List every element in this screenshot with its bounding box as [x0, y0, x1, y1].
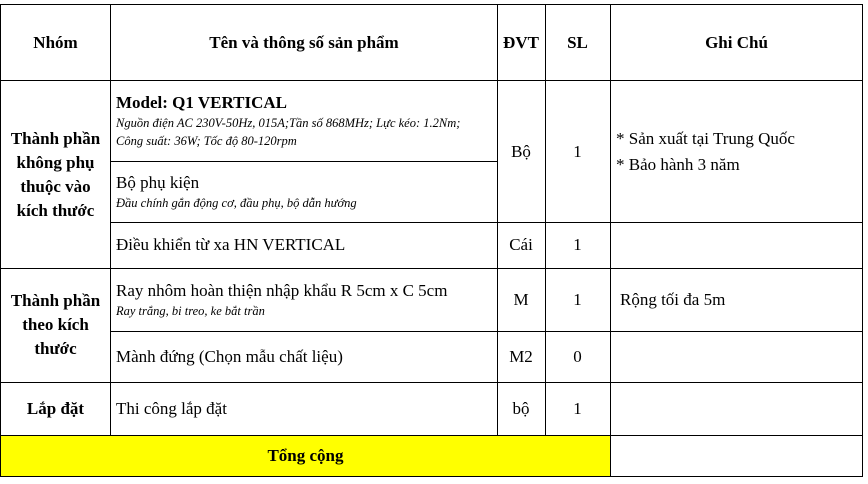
unit-value: bộ — [512, 399, 530, 418]
qty-cell — [545, 268, 610, 331]
product-name: Mành đứng (Chọn mẫu chất liệu) — [116, 346, 343, 366]
grid-line — [545, 4, 546, 436]
grid-line — [862, 4, 863, 477]
header-group-label: Nhóm — [33, 32, 78, 52]
product-accessories — [111, 161, 497, 222]
unit-cell — [497, 222, 545, 268]
header-unit-label: ĐVT — [503, 32, 539, 52]
grid-line — [497, 4, 498, 436]
unit-value: Cái — [509, 235, 533, 254]
qty-value: 1 — [573, 235, 582, 254]
group-label: Lắp đặt — [26, 399, 85, 418]
qty-value: 1 — [573, 289, 582, 309]
header-product — [111, 4, 497, 81]
unit-cell — [497, 382, 545, 436]
product-name: Ray nhôm hoàn thiện nhập khẩu R 5cm x C 5cm — [116, 280, 448, 300]
unit-cell — [497, 268, 545, 331]
grid-line — [0, 268, 863, 269]
group-size-components — [0, 268, 111, 382]
product-desc: Đầu chính gắn động cơ, đầu phụ, bộ dẫn hướng — [116, 195, 357, 210]
header-note — [610, 4, 863, 81]
product-desc: Ray trắng, bi treo, ke bắt trần — [116, 303, 265, 318]
product-install — [111, 382, 497, 436]
product-remote — [111, 222, 497, 268]
note-line: * Sản xuất tại Trung Quốc — [616, 128, 795, 148]
unit-value: M2 — [509, 346, 533, 366]
unit-value: Bộ — [511, 141, 531, 161]
grid-line — [110, 4, 111, 436]
grid-line — [0, 4, 863, 5]
qty-cell — [545, 81, 610, 222]
qty-cell — [545, 222, 610, 268]
qty-cell — [545, 382, 610, 436]
header-unit — [497, 4, 545, 81]
grid-line — [111, 161, 497, 162]
grid-line — [111, 331, 863, 332]
product-model — [111, 81, 497, 161]
note-cell — [610, 81, 863, 222]
product-desc: Nguồn điện AC 230V-50Hz, 015A;Tần số 868MHz; Lực kéo: 1.2Nm; Công suất: 36W; Tốc độ 80-120rpm — [116, 116, 461, 148]
grid-line — [0, 435, 863, 436]
product-blind — [111, 331, 497, 382]
product-name: Bộ phụ kiện — [116, 172, 200, 192]
grid-line — [0, 476, 863, 477]
grid-line — [0, 382, 863, 383]
header-product-label: Tên và thông số sản phẩm — [209, 32, 399, 52]
product-rail — [111, 268, 497, 331]
header-group — [0, 4, 111, 81]
note-line: Rộng tối đa 5m — [620, 289, 726, 309]
total-label-cell — [1, 436, 610, 476]
note-line: * Bảo hành 3 năm — [616, 154, 740, 174]
group-installation — [0, 382, 111, 436]
product-name: Thi công lắp đặt — [116, 399, 227, 418]
header-qty-label: SL — [567, 32, 588, 52]
grid-line — [610, 4, 611, 477]
grid-line — [111, 222, 863, 223]
total-label: Tổng cộng — [267, 446, 344, 465]
group-label: Thành phần không phụ thuộc vào kích thước — [10, 128, 101, 220]
group-fixed-components — [0, 81, 111, 268]
qty-value: 1 — [573, 141, 582, 161]
unit-cell — [497, 331, 545, 382]
header-qty — [545, 4, 610, 81]
product-name: Model: Q1 VERTICAL — [116, 93, 287, 112]
qty-value: 1 — [573, 399, 582, 418]
grid-line — [0, 4, 1, 477]
note-cell — [610, 268, 863, 331]
qty-cell — [545, 331, 610, 382]
qty-value: 0 — [573, 346, 582, 366]
unit-cell — [497, 81, 545, 222]
grid-line — [0, 80, 863, 81]
product-name: Điều khiển từ xa HN VERTICAL — [116, 235, 346, 254]
group-label: Thành phần theo kích thước — [10, 291, 101, 358]
unit-value: M — [513, 289, 529, 309]
header-note-label: Ghi Chú — [705, 32, 768, 52]
